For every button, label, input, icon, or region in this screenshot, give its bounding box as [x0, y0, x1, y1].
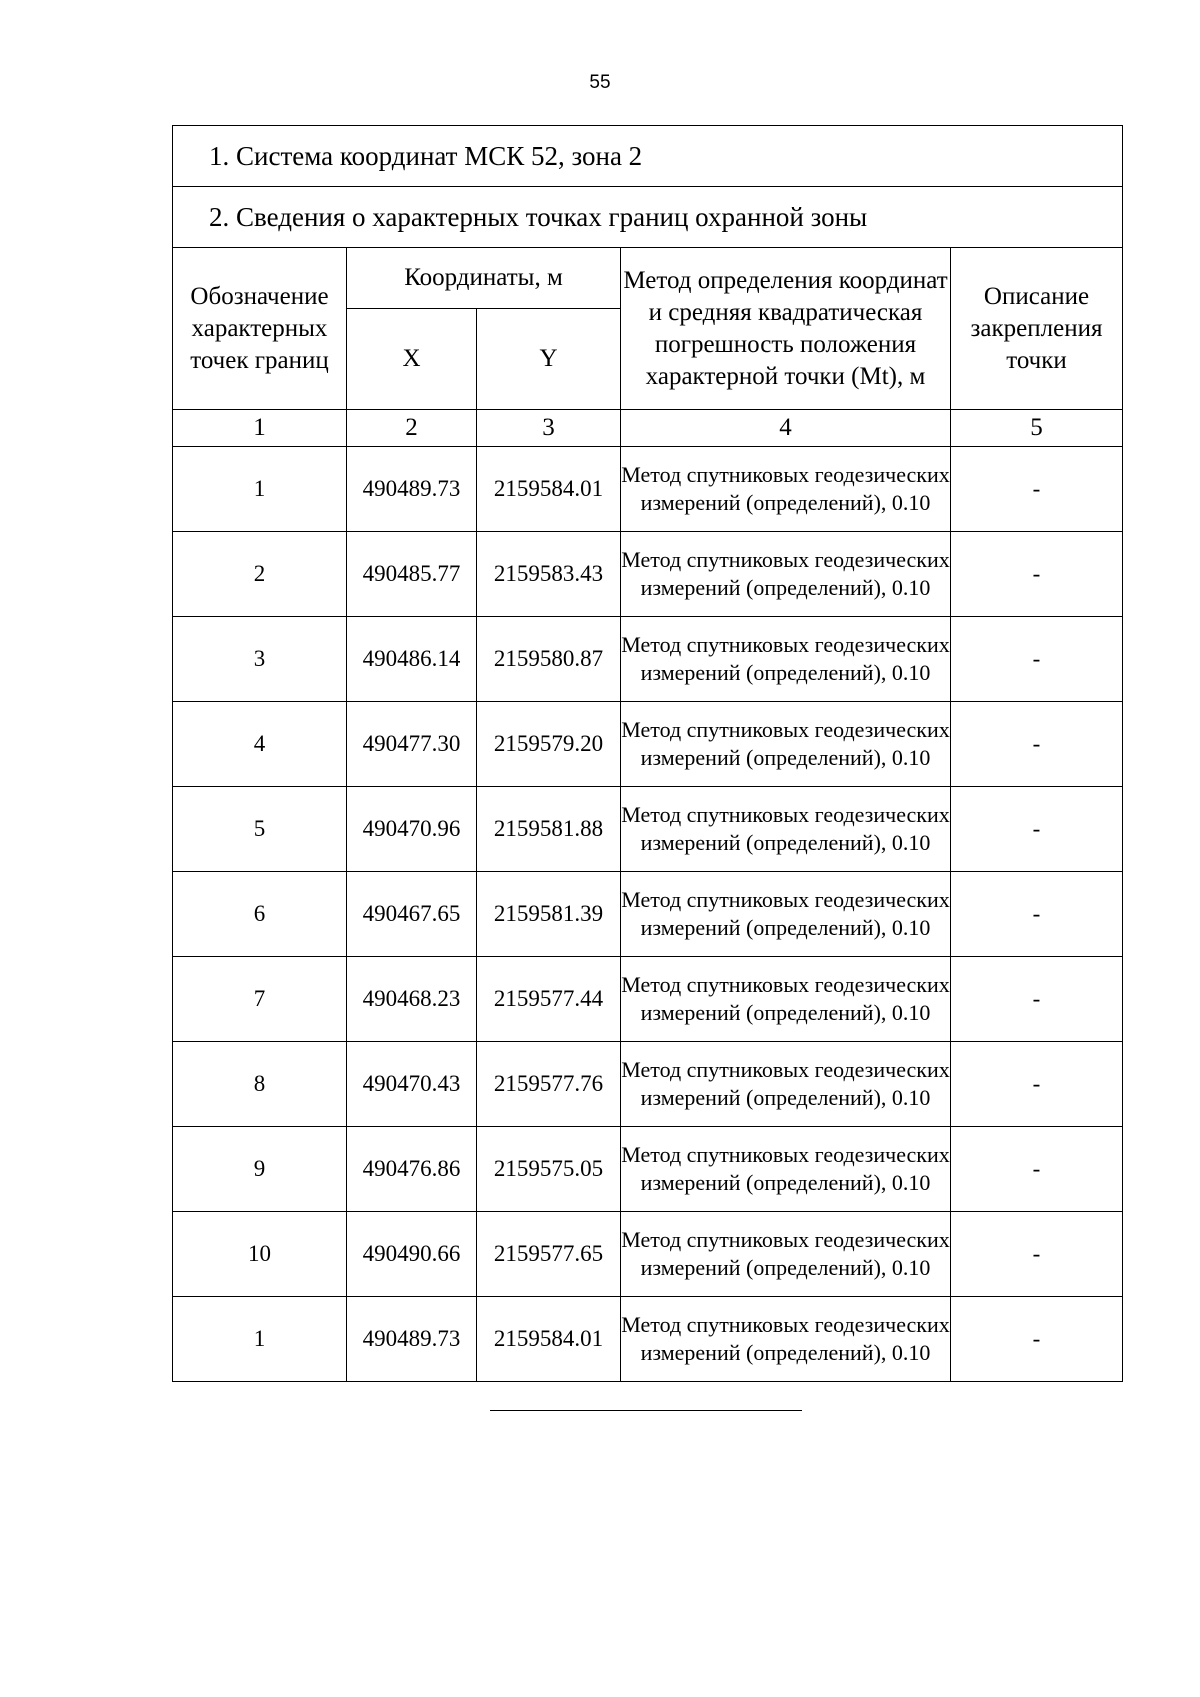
- description-cell: -: [951, 957, 1123, 1042]
- x-coordinate-cell: 490470.43: [347, 1042, 477, 1127]
- method-cell: Метод спутниковых геодезических измерений (определений), 0.10: [621, 1042, 951, 1127]
- x-coordinate-cell: 490486.14: [347, 617, 477, 702]
- description-cell: -: [951, 1127, 1123, 1212]
- description-cell: -: [951, 447, 1123, 532]
- method-cell: Метод спутниковых геодезических измерений (определений), 0.10: [621, 702, 951, 787]
- coordinates-table: [172, 125, 1123, 1382]
- table-row: [173, 787, 1123, 872]
- point-number-cell: 9: [173, 1127, 347, 1212]
- page-number: 55: [589, 72, 611, 93]
- table-row: [173, 447, 1123, 532]
- y-coordinate-cell: 2159575.05: [477, 1127, 621, 1212]
- x-coordinate-cell: 490476.86: [347, 1127, 477, 1212]
- header-x: X: [347, 309, 477, 410]
- method-cell: Метод спутниковых геодезических измерений (определений), 0.10: [621, 447, 951, 532]
- x-coordinate-cell: 490468.23: [347, 957, 477, 1042]
- column-number: 3: [477, 410, 621, 447]
- description-cell: -: [951, 702, 1123, 787]
- point-number-cell: 1: [173, 1297, 347, 1382]
- y-coordinate-cell: 2159584.01: [477, 447, 621, 532]
- point-number-cell: 1: [173, 447, 347, 532]
- method-cell: Метод спутниковых геодезических измерений (определений), 0.10: [621, 957, 951, 1042]
- method-cell: Метод спутниковых геодезических измерений (определений), 0.10: [621, 1212, 951, 1297]
- boundary-points-title: 2. Сведения о характерных точках границ охранной зоны: [173, 187, 1123, 248]
- y-coordinate-cell: 2159584.01: [477, 1297, 621, 1382]
- method-cell: Метод спутниковых геодезических измерений (определений), 0.10: [621, 532, 951, 617]
- point-number-cell: 2: [173, 532, 347, 617]
- x-coordinate-cell: 490489.73: [347, 447, 477, 532]
- column-number: 2: [347, 410, 477, 447]
- y-coordinate-cell: 2159579.20: [477, 702, 621, 787]
- y-coordinate-cell: 2159577.65: [477, 1212, 621, 1297]
- method-cell: Метод спутниковых геодезических измерений (определений), 0.10: [621, 1297, 951, 1382]
- description-cell: -: [951, 787, 1123, 872]
- description-cell: -: [951, 1212, 1123, 1297]
- x-coordinate-cell: 490485.77: [347, 532, 477, 617]
- table-row: [173, 1212, 1123, 1297]
- point-number-cell: 5: [173, 787, 347, 872]
- x-coordinate-cell: 490489.73: [347, 1297, 477, 1382]
- table-row: [173, 957, 1123, 1042]
- point-number-cell: 10: [173, 1212, 347, 1297]
- column-number: 4: [621, 410, 951, 447]
- point-number-cell: 7: [173, 957, 347, 1042]
- y-coordinate-cell: 2159581.88: [477, 787, 621, 872]
- y-coordinate-cell: 2159577.76: [477, 1042, 621, 1127]
- table-row: [173, 702, 1123, 787]
- x-coordinate-cell: 490470.96: [347, 787, 477, 872]
- column-number: 1: [173, 410, 347, 447]
- table-row: [173, 872, 1123, 957]
- table-row: [173, 1127, 1123, 1212]
- x-coordinate-cell: 490467.65: [347, 872, 477, 957]
- table-row: [173, 532, 1123, 617]
- method-cell: Метод спутниковых геодезических измерений (определений), 0.10: [621, 787, 951, 872]
- header-method: Метод определения координат и средняя квадратическая погрешность положения характерной точки (Mt), м: [621, 248, 951, 410]
- y-coordinate-cell: 2159581.39: [477, 872, 621, 957]
- footnote-divider: [490, 1410, 802, 1411]
- method-cell: Метод спутниковых геодезических измерений (определений), 0.10: [621, 617, 951, 702]
- point-number-cell: 6: [173, 872, 347, 957]
- point-number-cell: 3: [173, 617, 347, 702]
- point-number-cell: 8: [173, 1042, 347, 1127]
- description-cell: -: [951, 1297, 1123, 1382]
- method-cell: Метод спутниковых геодезических измерений (определений), 0.10: [621, 872, 951, 957]
- header-description: Описание закрепления точки: [951, 248, 1123, 410]
- header-coordinates: Координаты, м: [347, 248, 621, 309]
- column-number-row: [173, 410, 1123, 447]
- point-number-cell: 4: [173, 702, 347, 787]
- y-coordinate-cell: 2159577.44: [477, 957, 621, 1042]
- description-cell: -: [951, 617, 1123, 702]
- table-row: [173, 617, 1123, 702]
- x-coordinate-cell: 490490.66: [347, 1212, 477, 1297]
- header-point-designation: Обозначение характерных точек границ: [173, 248, 347, 410]
- x-coordinate-cell: 490477.30: [347, 702, 477, 787]
- column-number: 5: [951, 410, 1123, 447]
- header-y: Y: [477, 309, 621, 410]
- y-coordinate-cell: 2159583.43: [477, 532, 621, 617]
- table-row: [173, 1042, 1123, 1127]
- table-row: [173, 1297, 1123, 1382]
- coordinate-system-title: 1. Система координат МСК 52, зона 2: [173, 126, 1123, 187]
- description-cell: -: [951, 1042, 1123, 1127]
- method-cell: Метод спутниковых геодезических измерений (определений), 0.10: [621, 1127, 951, 1212]
- y-coordinate-cell: 2159580.87: [477, 617, 621, 702]
- description-cell: -: [951, 872, 1123, 957]
- description-cell: -: [951, 532, 1123, 617]
